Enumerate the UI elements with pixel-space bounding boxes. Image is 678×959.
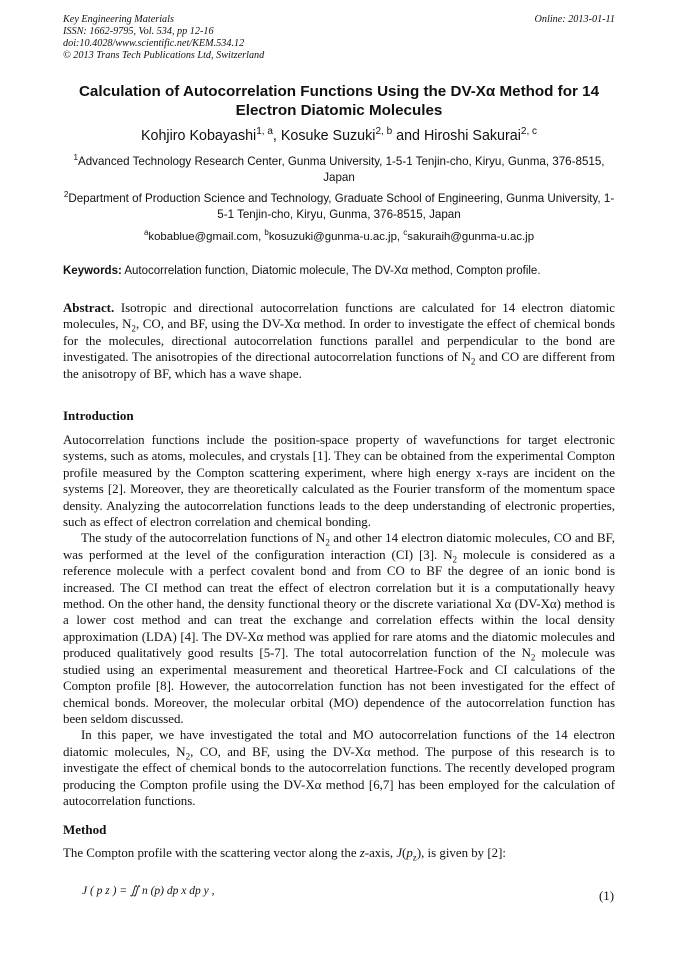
abstract-text: and CO are different from the anisotropy of BF, which has a wave shape.	[63, 350, 615, 381]
paragraph-text: molecule was studied using an experimental measurement and theoretical Hartree-Fock and CI calculations of the Compton profile [8]. However, the autocorrelation function has not been investigated for the effect of chemical bonds. Moreover, the molecular orbital (MO) dependence of the autocorrelation function has been seldom discussed.	[63, 646, 615, 726]
journal-header	[63, 14, 264, 62]
affiliation-mark: 1	[73, 153, 78, 163]
email-mark: c	[403, 228, 408, 238]
paragraph-text: , CO, and BF, using the DV-Xα method. The purpose of this research is to investigate the effect of chemical bonds to the autocorrelation functions. The recently developed program producing the Compton profile using the DV-Xα method [6,7] has been employed for the calculation of autocorrelation functions.	[63, 744, 615, 808]
journal-doi[interactable]: doi:10.4028/www.scientific.net/KEM.534.12	[63, 38, 245, 49]
paragraph-text: -axis,	[364, 846, 397, 860]
author-affil-mark: 2, c	[520, 126, 538, 138]
paragraph: Autocorrelation functions include the position-space property of wavefunctions for target electronic systems, such as atoms, molecules, and crystals [1]. They can be obtained from the experimental Compton profile measured by the Compton scattering experiment, where high energy x-rays are incident on the systems [2]. Moreover, they are theoretically calculated as the Fourier transform of the momentum space density. Analyzing the autocorrelation functions leads to the deep understanding of electronic properties, such as effect of electron correlation and chemical bonding.	[63, 433, 615, 530]
author-separator: ,	[272, 128, 281, 144]
email-mark: a	[143, 228, 149, 238]
paragraph-text: The study of the autocorrelation functions of N	[81, 531, 326, 546]
affiliation-2	[60, 191, 618, 223]
paragraph-text: ), is given by [2]:	[416, 846, 506, 860]
email-link[interactable]: sakuraih@gunma-u.ac.jp	[407, 231, 535, 243]
email-link[interactable]: kosuzuki@gunma-u.ac.jp	[268, 231, 397, 243]
abstract-text: Isotropic and directional autocorrelation functions are calculated for 14 electron diatomic molecules, N	[63, 301, 615, 332]
subscript: 2	[452, 554, 458, 565]
subscript: 2	[470, 356, 476, 367]
author-name: Hiroshi Sakurai	[423, 128, 521, 144]
journal-issn: ISSN: 1662-9795, Vol. 534, pp 12-16	[63, 26, 214, 37]
author-affil-mark: 1, a	[256, 126, 273, 138]
math-var: J	[396, 846, 403, 860]
paragraph-text: In this paper, we have investigated the total and MO autocorrelation functions of the 14 electron diatomic molecules, N	[63, 728, 615, 759]
subscript: 2	[325, 538, 330, 549]
paragraph	[63, 727, 615, 809]
paragraph-text: molecule is considered as a reference molecule with a perfect covalent bond and from CO to BF the degree of an ionic bond is increased. The CI method can treat the effect of electron correlation but it is a computationally heavy method. On the other hand, the density functional theory or the discrete variational Xα (DV-Xα) method is a lower cost method and can treat the exchange and correlation effects within the local density approximation (LDA) [4]. The DV-Xα method was applied for rare atoms and the diatomic molecules and produced qualitatively good results [5-7]. The total autocorrelation function of the N	[63, 547, 615, 661]
author-list	[60, 127, 618, 145]
author-name: Kosuke Suzuki	[280, 128, 376, 144]
affiliation-1	[60, 154, 618, 186]
abstract-label: Abstract.	[63, 301, 115, 315]
introduction-body	[63, 432, 615, 809]
section-heading-method: Method	[63, 822, 107, 837]
paper-title: Calculation of Autocorrelation Functions Using the DV-Xα Method for 14 Electron Diatomic Molecules	[78, 83, 600, 119]
equation-1: J ( p z ) = ∬ n (p) dp x dp y ,	[82, 885, 215, 897]
method-body	[63, 845, 615, 861]
section-heading-introduction: Introduction	[63, 408, 134, 423]
journal-name: Key Engineering Materials	[63, 14, 174, 25]
email-separator: ,	[396, 231, 404, 243]
paragraph-text: The Compton profile with the scattering vector along the	[63, 846, 360, 860]
email-separator: ,	[258, 231, 265, 243]
abstract	[63, 300, 615, 382]
keywords-label: Keywords:	[63, 265, 122, 277]
email-mark: b	[264, 228, 269, 238]
author-name: Kohjiro Kobayashi	[140, 128, 257, 144]
paragraph-text: and other 14 electron diatomic molecules, CO and BF, was performed at the level of the configuration interaction (CI) [3]. N	[63, 531, 615, 562]
math-var: z	[359, 846, 365, 860]
journal-copyright: © 2013 Trans Tech Publications Ltd, Switzerland	[63, 50, 265, 61]
affiliation-text: Advanced Technology Research Center, Gunma University, 1-5-1 Tenjin-cho, Kiryu, Gunma, 376-8515, Japan	[78, 155, 605, 184]
paragraph	[63, 530, 615, 727]
online-date: Online: 2013-01-11	[534, 14, 615, 25]
affiliation-mark: 2	[63, 190, 69, 200]
subscript: 2	[530, 652, 536, 663]
abstract-text: , CO, and BF, using the DV-Xα method. In order to investigate the effect of chemical bonds for the molecules, directional autocorrelation functions parallel and perpendicular to the bond are investigated. The anisotropies of the directional autocorrelation functions of N	[63, 317, 615, 365]
subscript: 2	[185, 751, 191, 762]
email-list	[60, 229, 618, 245]
paragraph-text: (	[402, 846, 407, 860]
subscript: z	[412, 852, 417, 863]
keywords	[63, 264, 615, 279]
affiliation-text: Department of Production Science and Technology, Graduate School of Engineering, Gunma University, 1-5-1 Tenjin-cho, Kiryu, Gunma, 376-8515, Japan	[68, 192, 615, 221]
equation-number: (1)	[598, 889, 614, 903]
subscript: 2	[131, 323, 136, 334]
author-affil-mark: 2, b	[375, 126, 393, 138]
author-separator: and	[392, 128, 424, 144]
keywords-text: Autocorrelation function, Diatomic molecule, The DV-Xα method, Compton profile.	[121, 265, 541, 277]
email-link[interactable]: kobablue@gmail.com	[148, 231, 259, 243]
math-var: p	[406, 846, 413, 860]
